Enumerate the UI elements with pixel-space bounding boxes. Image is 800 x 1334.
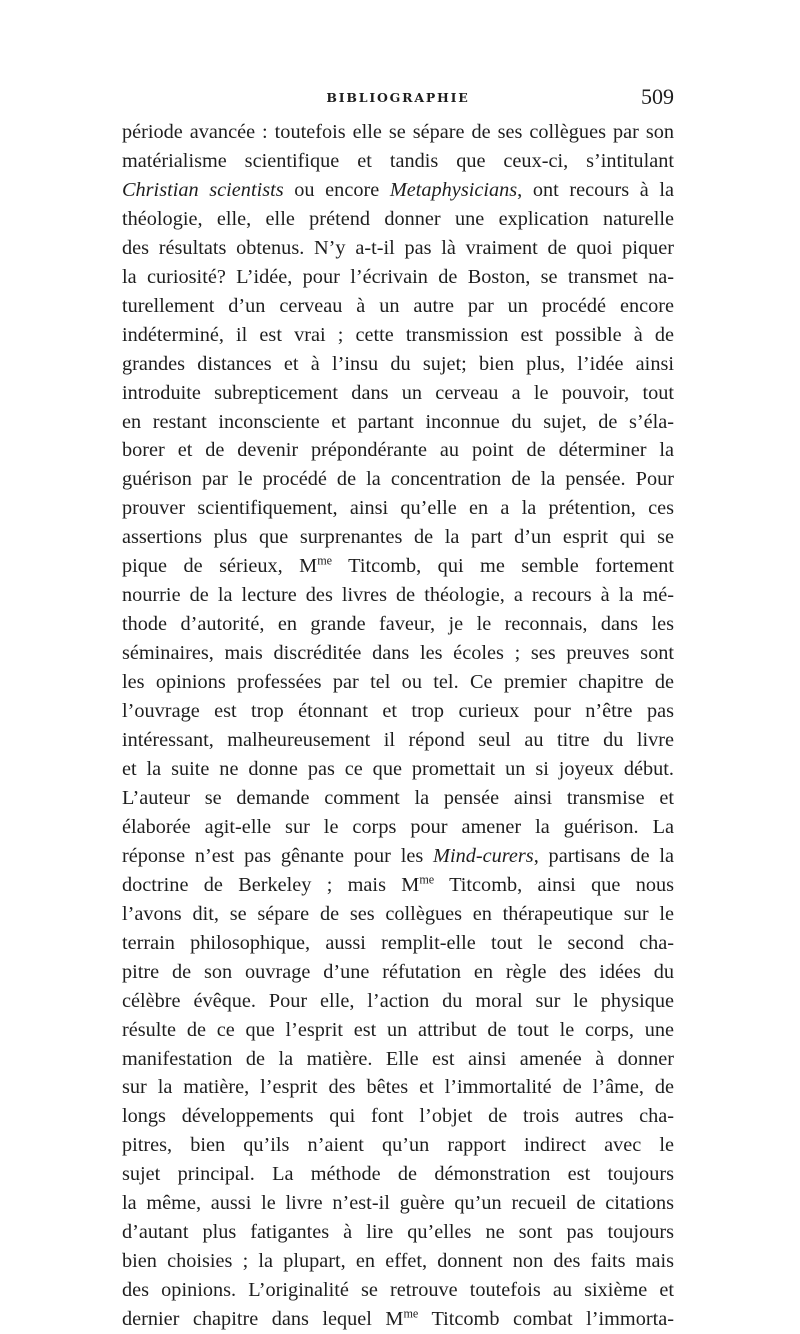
text-line: [122, 697, 674, 726]
text-line: [122, 755, 674, 784]
text-line: [122, 813, 674, 842]
text-segment: la curiosité? L’idée, pour l’écrivain de Boston, se transmet na-: [122, 265, 674, 288]
text-segment: intéressant, malheureusement il répond seul au titre du livre: [122, 729, 674, 752]
text-segment: réponse n’est pas gênante pour les: [122, 844, 434, 867]
text-segment: L’auteur se demande comment la pensée ainsi transmise et: [122, 786, 674, 809]
text-segment: célèbre évêque. Pour elle, l’action du moral sur le physique: [122, 989, 674, 1012]
text-segment: matérialisme scientifique et tandis que ceux-ci, s’intitulant: [122, 149, 674, 172]
text-line: [122, 1073, 674, 1102]
text-segment: introduite subrepticement dans un cerveau a le pouvoir, tout: [122, 381, 674, 404]
text-segment: , ont recours à la: [517, 178, 674, 201]
text-line: [122, 118, 674, 147]
text-line: [122, 523, 674, 552]
text-segment: les opinions professées par tel ou tel. Ce premier chapitre de: [122, 671, 674, 694]
text-line: [122, 1247, 674, 1276]
text-segment: en restant inconsciente et partant inconnue du sujet, de s’éla-: [122, 410, 674, 433]
text-segment: longs développements qui font l’objet de trois autres cha-: [122, 1105, 674, 1128]
text-line: [122, 1045, 674, 1074]
text-segment: grandes distances et à l’insu du sujet; bien plus, l’idée ainsi: [122, 352, 674, 375]
text-segment: d’autant plus fatigantes à lire qu’elles ne sont pas toujours: [122, 1221, 674, 1244]
text-line: [122, 668, 674, 697]
text-segment: thode d’autorité, en grande faveur, je le reconnais, dans les: [122, 613, 674, 636]
text-line: [122, 408, 674, 437]
text-segment: turellement d’un cerveau à un autre par un procédé encore: [122, 294, 674, 317]
text-line: [122, 610, 674, 639]
text-segment: séminaires, mais discréditée dans les écoles ; ses preuves sont: [122, 642, 674, 665]
text-line: [122, 1305, 674, 1334]
text-line: [122, 436, 674, 465]
text-segment: l’ouvrage est trop étonnant et trop curieux pour n’être pas: [122, 700, 674, 723]
book-page: [122, 84, 674, 1334]
text-segment: sujet principal. La méthode de démonstration est toujours: [122, 1163, 674, 1186]
text-segment: Titcomb, qui me semble fortement: [332, 555, 674, 578]
superscript-text: me: [403, 1306, 419, 1321]
text-segment: pique de sérieux, M: [122, 555, 318, 578]
text-line: [122, 176, 674, 205]
text-segment: l’avons dit, se sépare de ses collègues en thérapeutique sur le: [122, 902, 674, 925]
text-line: [122, 639, 674, 668]
text-line: [122, 205, 674, 234]
text-segment: des opinions. L’originalité se retrouve toutefois au sixième et: [122, 1279, 674, 1302]
text-line: [122, 842, 674, 871]
text-segment: théologie, elle, elle prétend donner une explication naturelle: [122, 207, 674, 230]
text-line: [122, 726, 674, 755]
text-line: [122, 784, 674, 813]
text-line: [122, 321, 674, 350]
text-line: [122, 1102, 674, 1131]
text-line: [122, 1016, 674, 1045]
text-line: [122, 1276, 674, 1305]
text-line: [122, 929, 674, 958]
text-segment: Titcomb, ainsi que nous: [434, 873, 675, 896]
text-line: [122, 987, 674, 1016]
text-line: [122, 958, 674, 987]
text-line: [122, 147, 674, 176]
running-title: BIBLIOGRAPHIE: [326, 90, 470, 105]
text-segment: ou encore: [283, 178, 390, 201]
text-segment: résulte de ce que l’esprit est un attribut de tout le corps, une: [122, 1018, 674, 1041]
text-segment: sur la matière, l’esprit des bêtes et l’immortalité de l’âme, de: [122, 1076, 674, 1099]
text-line: [122, 263, 674, 292]
text-line: [122, 1131, 674, 1160]
text-line: [122, 379, 674, 408]
text-line: [122, 494, 674, 523]
text-segment: terrain philosophique, aussi remplit-elle tout le second cha-: [122, 931, 674, 954]
text-line: [122, 234, 674, 263]
text-segment: , partisans de la: [533, 844, 674, 867]
text-line: [122, 871, 674, 900]
text-segment: période avancée : toutefois elle se sépare de ses collègues par son: [122, 121, 674, 143]
text-line: [122, 581, 674, 610]
text-line: [122, 350, 674, 379]
text-line: [122, 292, 674, 321]
text-segment: élaborée agit-elle sur le corps pour amener la guérison. La: [122, 815, 674, 838]
text-line: [122, 900, 674, 929]
text-segment: doctrine de Berkeley ; mais M: [122, 873, 420, 896]
italic-text: Christian scientists: [122, 178, 284, 201]
page-number: 509: [641, 84, 674, 109]
text-segment: assertions plus que surprenantes de la part d’un esprit qui se: [122, 526, 674, 549]
text-segment: pitre de son ouvrage d’une réfutation en règle des idées du: [122, 960, 674, 983]
text-segment: dernier chapitre dans lequel M: [122, 1308, 404, 1331]
text-segment: des résultats obtenus. N’y a-t-il pas là vraiment de quoi piquer: [122, 236, 674, 259]
text-segment: bien choisies ; la plupart, en effet, donnent non des faits mais: [122, 1250, 674, 1273]
italic-text: Metaphysicians: [389, 178, 518, 201]
italic-text: Mind-curers: [433, 844, 534, 867]
superscript-text: me: [317, 554, 333, 568]
text-segment: nourrie de la lecture des livres de théologie, a recours à la mé-: [122, 584, 674, 607]
text-line: [122, 1218, 674, 1247]
text-segment: Titcomb combat l’immorta-: [418, 1308, 674, 1331]
text-segment: borer et de devenir prépondérante au point de déterminer la: [122, 439, 674, 462]
text-segment: la même, aussi le livre n’est-il guère qu’un recueil de citations: [122, 1192, 674, 1215]
text-segment: guérison par le procédé de la concentration de la pensée. Pour: [122, 468, 674, 491]
text-segment: manifestation de la matière. Elle est ainsi amenée à donner: [122, 1047, 674, 1070]
text-segment: prouver scientifiquement, ainsi qu’elle en a la prétention, ces: [122, 497, 674, 520]
text-segment: pitres, bien qu’ils n’aient qu’un rapport indirect avec le: [122, 1134, 674, 1157]
body-text: [122, 118, 674, 1334]
text-line: [122, 1189, 674, 1218]
text-segment: indéterminé, il est vrai ; cette transmission est possible à de: [122, 323, 674, 346]
text-segment: et la suite ne donne pas ce que promettait un si joyeux début.: [122, 757, 674, 780]
text-line: [122, 465, 674, 494]
running-head: [122, 84, 674, 112]
superscript-text: me: [419, 872, 435, 887]
text-line: [122, 552, 674, 581]
text-line: [122, 1160, 674, 1189]
